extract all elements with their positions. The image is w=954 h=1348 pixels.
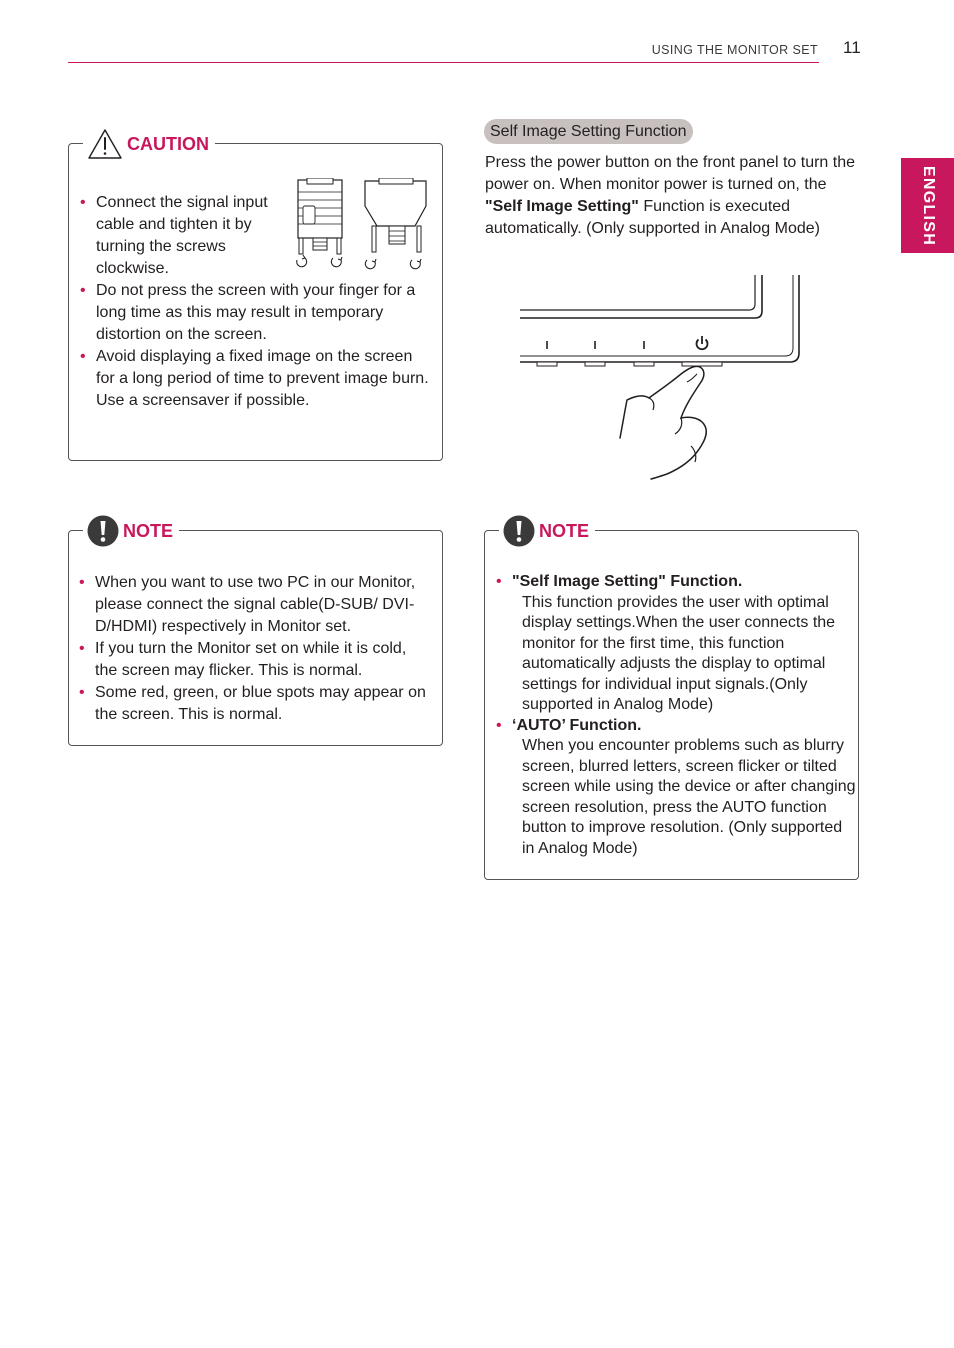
- note-box-right: [484, 520, 859, 880]
- note-right-list: [496, 572, 856, 859]
- list-item-heading: • "Self Image Setting" Function.: [512, 573, 743, 590]
- intro-text-2: Function is executed automatically. (Only supported in Analog Mode): [485, 198, 820, 237]
- language-tab: [901, 158, 954, 253]
- header-divider: [68, 62, 819, 63]
- list-item: • If you turn the Monitor set on while it is cold, the screen may flicker. This is normal.: [79, 638, 431, 682]
- list-item-heading: • ‘AUTO’ Function.: [512, 716, 642, 734]
- list-item-body: When you encounter problems such as blurry screen, blurred letters, screen flicker or tilted screen while using the device or after changing screen resolution, press the AUTO function button to improve resolution. (Only supported in Analog Mode): [522, 737, 856, 857]
- self-image-heading: Self Image Setting Function: [484, 119, 693, 144]
- intro-text-1: Press the power button on the front panel to turn the power on. When monitor power is turned on, the: [485, 154, 856, 193]
- list-item: • Avoid displaying a fixed image on the screen for a long period of time to prevent image burn. Use a screensaver if possible.: [80, 346, 432, 412]
- section-title: USING THE MONITOR SET: [651, 43, 818, 57]
- list-item: [496, 572, 856, 716]
- list-item: • Some red, green, or blue spots may appear on the screen. This is normal.: [79, 682, 431, 726]
- intro-text-bold: "Self Image Setting": [485, 198, 639, 215]
- note-left-list: [79, 572, 431, 726]
- exclamation-circle-icon: [503, 515, 535, 547]
- self-image-intro: [485, 152, 855, 240]
- caution-list: [80, 192, 432, 412]
- page-number: 11: [843, 38, 861, 57]
- note-title-text: NOTE: [123, 520, 174, 541]
- note-title: [499, 515, 595, 547]
- list-item: • When you want to use two PC in our Monitor, please connect the signal cable(D-SUB/ DVI-D/HDMI) respectively in Monitor set.: [79, 572, 431, 638]
- note-box-left: [68, 520, 443, 746]
- list-item: • Connect the signal input cable and tighten it by turning the screws clockwise.: [80, 192, 268, 280]
- note-title: [83, 515, 179, 547]
- list-item-body: This function provides the user with optimal display settings.When the user connects the monitor for the first time, this function automatically adjusts the display to optimal settings for individual input signals.(Only supported in Analog Mode): [522, 593, 836, 713]
- list-item: • Do not press the screen with your finger for a long time as this may result in temporary distortion on the screen.: [80, 280, 432, 346]
- exclamation-circle-icon: [87, 515, 119, 547]
- caution-title: [83, 128, 215, 160]
- caution-box: [68, 133, 443, 461]
- warning-triangle-icon: [87, 128, 123, 160]
- note-title-text: NOTE: [539, 520, 590, 541]
- caution-title-text: CAUTION: [127, 133, 209, 154]
- language-tab-label: ENGLISH: [919, 165, 937, 246]
- hand-pressing-power-button-icon: [515, 272, 815, 484]
- list-item: [496, 716, 856, 860]
